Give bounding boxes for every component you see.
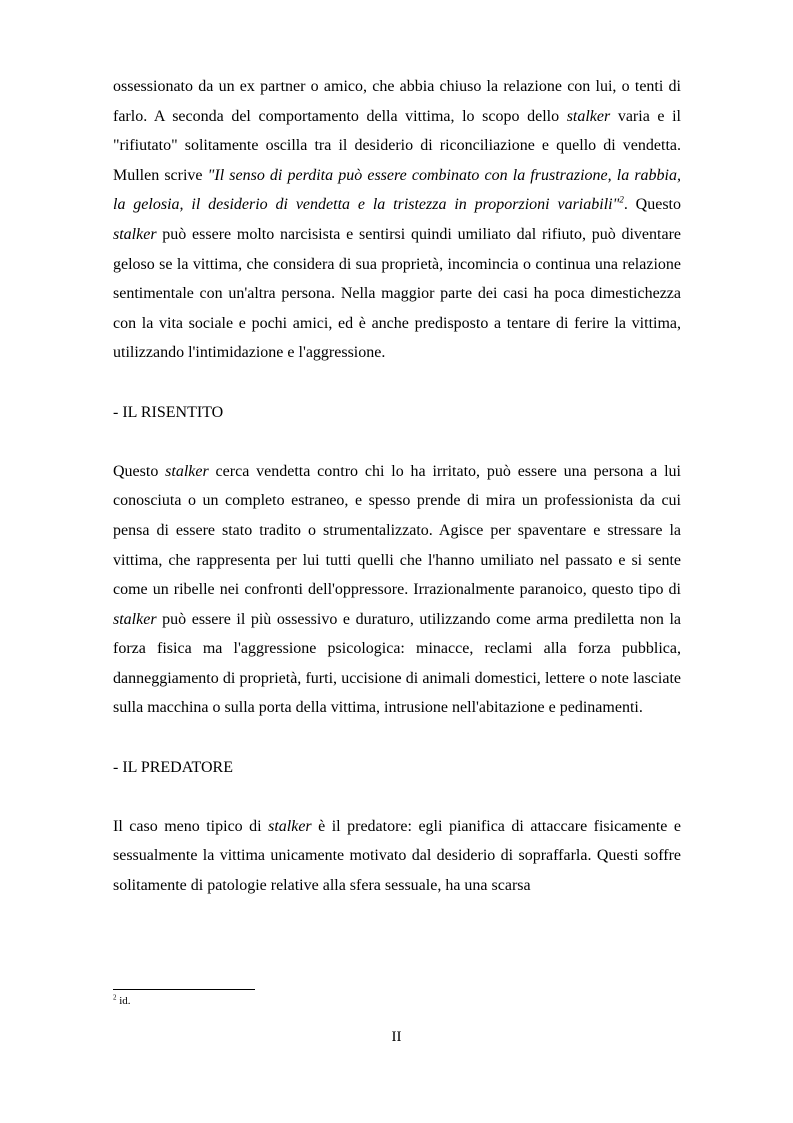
text-run: è il predatore: egli pianifica di attaccare fisicamente e sessualmente la vittima unicamente motivato dal desiderio di sopraffarla. Questi soffre solitamente di patologie relative alla sfera sessuale, ha una scarsa bbox=[113, 817, 681, 895]
paragraph-predatore bbox=[113, 812, 681, 901]
paragraph-rifiutato bbox=[113, 72, 681, 368]
text-run: può essere molto narcisista e sentirsi quindi umiliato dal rifiuto, può diventare geloso se la vittima, che considera di sua proprietà, incomincia o continua una relazione sentimentale con un'altra persona. Nella maggior parte dei casi ha poca dimestichezza con la vita sociale e pochi amici, ed è anche predisposto a tentare di ferire la vittima, utilizzando l'intimidazione e l'aggressione. bbox=[113, 225, 681, 362]
italic-quote: "Il senso di perdita può essere combinato con la frustrazione, la rabbia, la gelosia, il desiderio di vendetta e la tristezza in proporzioni variabili" bbox=[113, 166, 682, 214]
italic-term: stalker bbox=[566, 107, 611, 125]
text-run: Il caso meno tipico di bbox=[113, 817, 269, 835]
text-run: Questo bbox=[113, 462, 166, 480]
italic-term: stalker bbox=[113, 225, 157, 243]
footnote bbox=[113, 995, 131, 1008]
section-heading-predatore: - IL PREDATORE bbox=[113, 758, 233, 776]
spacer bbox=[113, 782, 681, 812]
footnote-text: id. bbox=[116, 995, 131, 1007]
text-run: . Questo bbox=[623, 196, 681, 214]
page-body bbox=[113, 72, 681, 901]
italic-term: stalker bbox=[113, 610, 157, 628]
footnote-number: 2 bbox=[113, 993, 117, 1002]
text-run: ossessionato da un ex partner o amico, che abbia chiuso la relazione con lui, o tenti di farlo. A seconda del comportamento della vittima, lo scopo dello bbox=[113, 78, 681, 125]
text-run: cerca vendetta contro chi lo ha irritato, può essere una persona a lui conosciuta o un completo estraneo, e spesso prende di mira un professionista da cui pensa di essere stato tradito o strumentalizzato. Agisce per spaventare e stressare la vittima, che rappresenta per lui tutti quelli che l'hanno umiliato nel passato e si sente come un ribelle nei confronti dell'oppressore. Irrazionalmente paranoico, questo tipo di bbox=[113, 462, 682, 599]
section-heading-risentito: - IL RISENTITO bbox=[113, 403, 224, 421]
spacer bbox=[113, 427, 681, 457]
footnote-separator bbox=[113, 989, 255, 990]
italic-term: stalker bbox=[268, 817, 312, 835]
footnote-reference[interactable]: 2 bbox=[619, 195, 624, 206]
text-run: può essere il più ossessivo e duraturo, utilizzando come arma prediletta non la forza fisica ma l'aggressione psicologica: minacce, reclami alla forza pubblica, danneggiamento di proprietà, furti, uccisione di animali domestici, lettere o note lasciate sulla macchina o sulla porta della vittima, intrusione nell'abitazione e pedinamenti. bbox=[113, 610, 681, 717]
page-number: II bbox=[391, 1029, 402, 1045]
spacer bbox=[113, 723, 681, 753]
text-run: varia e il "rifiutato" solitamente oscilla tra il desiderio di riconciliazione e quello di vendetta. Mullen scrive bbox=[113, 107, 682, 184]
paragraph-risentito bbox=[113, 457, 681, 723]
spacer bbox=[113, 368, 681, 398]
italic-term: stalker bbox=[165, 462, 209, 480]
